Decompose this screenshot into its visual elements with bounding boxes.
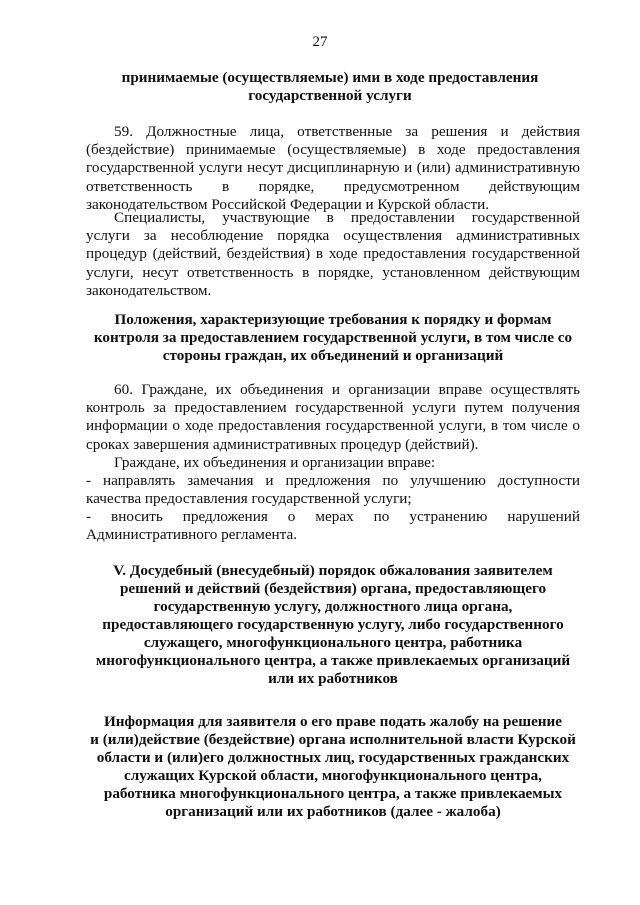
- text-line: Специалисты, участвующие в предоставлении государственной: [114, 209, 580, 226]
- text-line: 60. Граждане, их объединения и организации вправе осуществлять: [114, 381, 580, 398]
- heading-line: Информация для заявителя о его праве подать жалобу на решение: [103, 713, 563, 730]
- heading-line: V. Досудебный (внесудебный) порядок обжалования заявителем: [113, 562, 553, 579]
- heading-line: области и (или)его должностных лиц, государственных гражданских: [96, 749, 570, 766]
- bullet-suggestions: [86, 472, 580, 508]
- text-line: сроках завершения административных процедур (действий).: [86, 435, 479, 453]
- text-line: - вносить предложения о мерах по устранению нарушений: [86, 508, 580, 525]
- section-heading-continued: [80, 69, 580, 105]
- heading-line: или их работников: [268, 670, 398, 687]
- text-line: качества предоставления государственной услуги;: [86, 490, 412, 508]
- heading-line: контроля за предоставлением государственной услуги, в том числе со: [93, 329, 573, 346]
- heading-line: Положения, характеризующие требования к порядку и формам: [114, 311, 552, 328]
- text-line: услуги, несут ответственность в порядке, установленном действующим: [86, 263, 580, 281]
- paragraph-specialists: [86, 209, 580, 300]
- paragraph-rights: [86, 454, 580, 472]
- paragraph-59: [86, 123, 580, 214]
- heading-line: работника многофункционального центра, а также привлекаемых: [103, 785, 563, 802]
- text-line: 59. Должностные лица, ответственные за решения и действия: [114, 123, 580, 140]
- text-line: Административного регламента.: [86, 526, 298, 544]
- text-line: контроль за предоставлением государственной услуги путем получения: [86, 399, 580, 417]
- text-line: (бездействие) принимаемые (осуществляемые) в ходе предоставления: [86, 141, 580, 159]
- paragraph-60: [86, 381, 580, 454]
- heading-line: служащих Курской области, многофункционального центра,: [124, 767, 542, 784]
- text-line: законодательством.: [86, 281, 212, 299]
- heading-line: служащего, многофункционального центра, работника: [143, 634, 523, 651]
- heading-line: и (или)действие (бездействие) органа исполнительной власти Курской: [90, 731, 576, 748]
- complaint-info-heading: [80, 713, 586, 821]
- section-v-heading: [86, 562, 580, 688]
- heading-line: государственную услугу, должностного лица органа,: [153, 598, 513, 615]
- text-line: законодательством Российской Федерации и Курской области.: [86, 195, 490, 213]
- text-line: услуги за несоблюдение порядка осуществления административных: [86, 227, 580, 245]
- heading-line: организаций или их работников (далее - жалоба): [165, 803, 501, 820]
- bullet-proposals: [86, 508, 580, 544]
- heading-line: многофункционального центра, а также привлекаемых организаций: [95, 652, 571, 669]
- heading-line: принимаемые (осуществляемые) ими в ходе предоставления: [121, 69, 539, 86]
- heading-line: стороны граждан, их объединений и организаций: [162, 347, 504, 364]
- section-heading-control: [86, 311, 580, 365]
- text-line: процедур (действий, бездействия) в ходе предоставления государственной: [86, 245, 580, 263]
- page-number: 27: [312, 34, 328, 50]
- text-line: информации о ходе предоставления государственной услуги, в том числе о: [86, 417, 580, 435]
- heading-line: решений и действий (бездействия) органа, предоставляющего: [119, 580, 547, 597]
- text-line: государственной услуги несут дисциплинарную и (или) административную: [86, 159, 580, 177]
- heading-line: государственной услуги: [248, 87, 412, 104]
- text-line: - направлять замечания и предложения по улучшению доступности: [86, 472, 580, 489]
- heading-line: предоставляющего государственную услугу, либо государственного: [102, 616, 564, 633]
- text-line: Граждане, их объединения и организации вправе:: [114, 454, 436, 471]
- text-line: ответственность в порядке, предусмотренном действующим: [86, 177, 580, 195]
